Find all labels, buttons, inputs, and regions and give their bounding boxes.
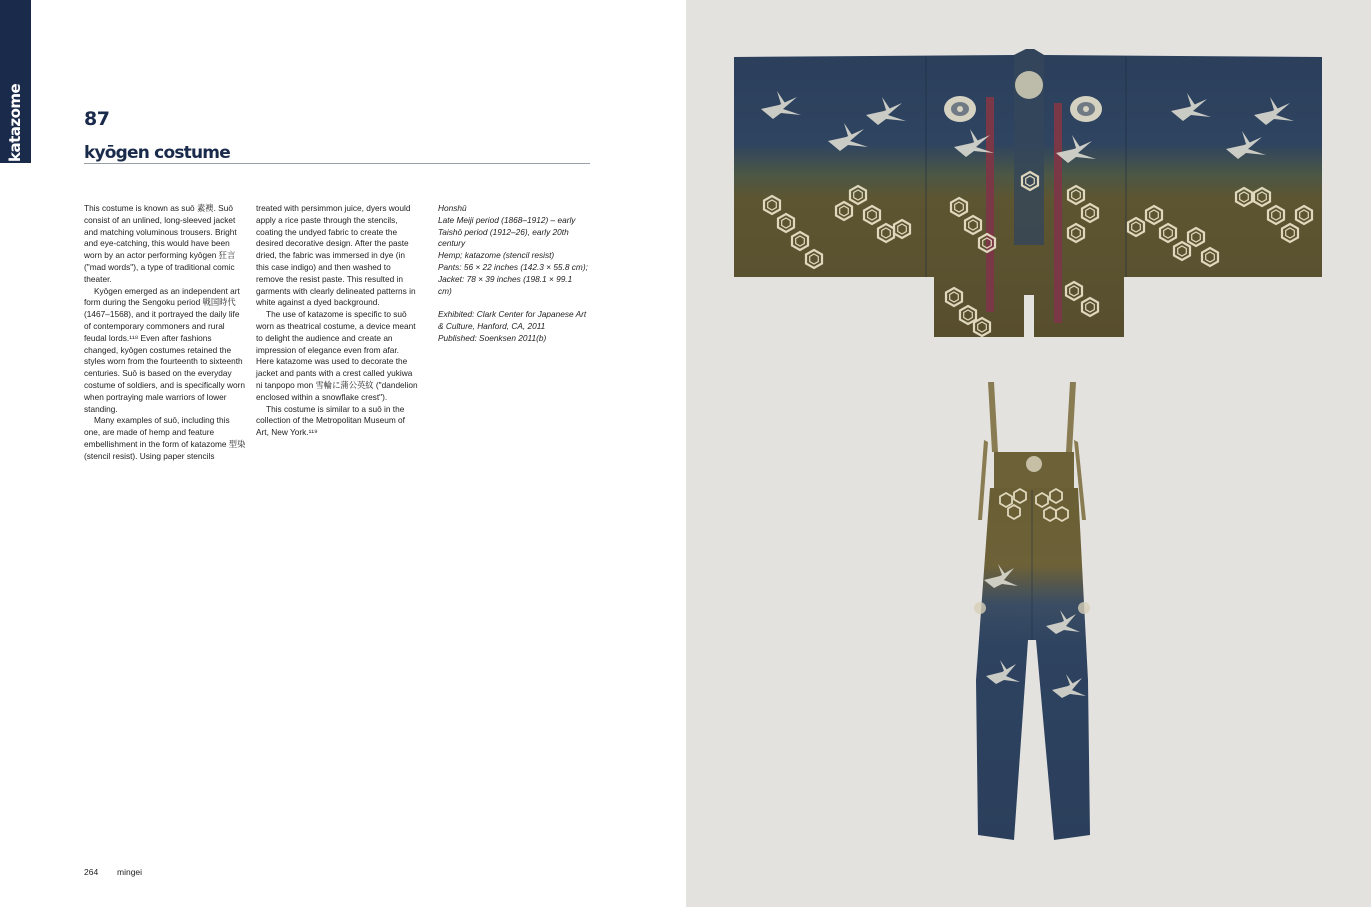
right-page (686, 0, 1371, 907)
section-tab-label: katazome (6, 83, 24, 162)
caption-line: Late Meiji period (1868–1912) – early Taishō period (1912–26), early 20th century (438, 214, 576, 249)
caption-line: Honshū (438, 203, 467, 213)
caption-gap (438, 297, 588, 309)
page-number: 264 (84, 867, 99, 877)
caption-line: Exhibited: Clark Center for Japanese Art & Culture, Hanford, CA, 2011 (438, 309, 587, 331)
title-rule (84, 163, 590, 164)
entry-title: kyōgen costume (84, 143, 230, 163)
paragraph: Many examples of suō, including this one, are made of hemp and feature embellishment in the form of katazome 型染 (stencil resist). Using paper stencils (84, 415, 246, 461)
paragraph: The use of katazome is specific to suō worn as theatrical costume, a device meant to delight the audience and create an impression of elegance even from afar. Here katazome was used to decorate the jacket and pants with a crest called yukiwa ni tanpopo mon 雪輪に蒲公英紋 ("dandelion enclosed within a snowflake crest"). (256, 309, 418, 402)
paragraph: This costume is known as suō 素襖. Suō consist of an unlined, long-sleeved jacket and matching voluminous trousers. Bright and eye-catching, this would have been worn by an actor performing kyōgen 狂言 ("mad words"), a type of traditional comic theater. (84, 203, 237, 284)
body-column-2 (256, 203, 418, 439)
caption-line: Pants: 56 × 22 inches (142.3 × 55.8 cm); (438, 261, 588, 272)
entry-number: 87 (84, 108, 110, 130)
jacket-photo (734, 45, 1324, 345)
body-column-1 (84, 203, 246, 463)
pants-photo (956, 380, 1106, 845)
running-title: mingei (117, 867, 143, 877)
paragraph: This costume is similar to a suō in the collection of the Metropolitan Museum of Art, New York.¹¹⁹ (256, 403, 405, 438)
paragraph: Kyōgen emerged as an independent art form during the Sengoku period 戦国時代 (1467–1568), and it portrayed the daily life of contemporary commoners and rural feudal lords.¹¹⁸ Even after fashions changed, kyōgen costumes retained the styles worn from the fourteenth to sixteenth centuries. Suō is based on the everyday costume of soldiers, and is specifically worn when portraying male warriors of lower standing. (84, 285, 245, 414)
caption-line: Hemp; katazome (stencil resist) (438, 250, 555, 261)
caption-line: Published: Soenksen 2011(b) (438, 332, 547, 343)
caption-line: Jacket: 78 × 39 inches (198.1 × 99.1 cm) (438, 273, 573, 296)
section-tab (0, 0, 31, 163)
caption-column (438, 203, 588, 345)
paragraph: treated with persimmon juice, dyers would apply a rice paste through the stencils, coating the undyed fabric to create the desired decorative design. After the paste dried, the fabric was immersed in dye (in this case indigo) and then washed to remove the resist paste. This resulted in garments with clearly delineated patterns in white against a dyed background. (256, 203, 416, 308)
